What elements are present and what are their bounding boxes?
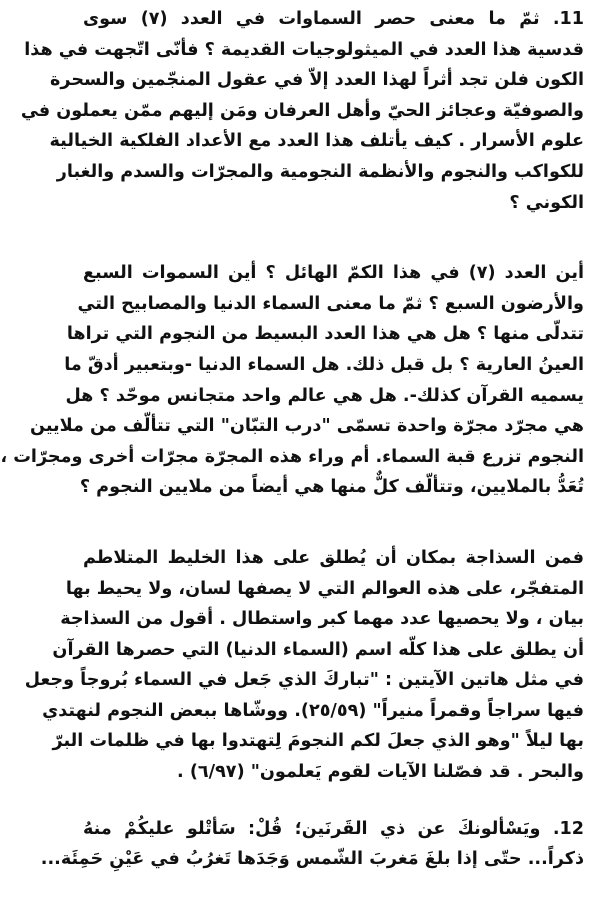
text-line: النجوم تزرع قبة السماء. أم وراء هذه المجرّة مجرّات أخرى ومجرّات ، <box>0 446 584 467</box>
text-line: في مثل هاتين الآيتين : "تباركَ الذي جَعل في السماء بُروجاً وجعل <box>24 670 584 691</box>
text-line: والصوفيّة وعجائز الحيّ وأهل العرفان ومَن إليهم ممّن يعملون في <box>20 100 584 121</box>
text-line: بها ليلاً "وهو الذي جعلَ لكم النجومَ لِتهتدوا بها في ظلمات البرّ <box>52 731 584 752</box>
text-line: الكوني ؟ <box>509 192 584 213</box>
paragraph-naivety <box>24 543 584 788</box>
text-line: 12. ويَسْألونكَ عن ذي القَرنَين؛ قُلْ: سَأتْلو عليكُمْ منهُ <box>83 818 584 839</box>
text-line: الكون فلن تجد أثراً لهذا العدد إلاّ في عقول المنجّمين والسحرة <box>50 70 584 91</box>
text-line: يسميه القرآن كذلك-. هل هي عالم واحد متجانس موحّد ؟ هل <box>65 385 584 406</box>
text-line: أين العدد (٧) في هذا الكمّ الهائل ؟ أين السموات السبع <box>83 263 584 284</box>
document-page <box>0 4 585 875</box>
text-line: أن يطلق على هذا كلّه اسم (السماء الدنيا) التي حصرها القرآن <box>52 639 584 660</box>
text-line: العينُ العارية ؟ بل قبل ذلك. هل السماء الدنيا -وبتعبير أدقّ ما <box>64 354 584 375</box>
text-line: تتدلّى منها ؟ هل هي هذا العدد البسيط من النجوم التي تراها <box>66 324 584 345</box>
text-line: بيان ، ولا يحصيها عدد مهما كبر واستطال . أقول من السذاجة <box>60 609 584 630</box>
paragraph-12-dhul-qarnayn <box>40 814 584 875</box>
text-line: 11. ثمّ ما معنى حصر السماوات في العدد (٧) سوى <box>83 9 585 29</box>
paragraph-where-is-seven <box>0 258 584 503</box>
text-line: والبحر . قد فصّلنا الآيات لقوم يَعلمون" (٦/٩٧) . <box>177 762 584 783</box>
text-line: والأرضون السبع ؟ ثمّ ما معنى السماء الدنيا والمصابيح التي <box>77 293 584 314</box>
paragraph-spacer <box>83 218 584 258</box>
text-line: هي مجرّد مجرّة واحدة تسمّى "درب التبّان" التي تتألّف من ملايين <box>30 416 584 437</box>
paragraph-spacer <box>83 788 584 814</box>
text-line: ذكراً... حتّى إذا بلغَ مَغربَ الشّمس وَجَدَها تَغرُبُ في عَيْنِ حَمِئَة... <box>40 849 584 870</box>
paragraph-spacer <box>83 503 584 543</box>
text-line: فمن السذاجة بمكان أن يُطلق على هذا الخليط المتلاطم <box>83 547 584 568</box>
text-line: علوم الأسرار . كيف يأتلف هذا العدد مع الأعداد الفلكية الخيالية <box>49 131 584 152</box>
text-line: فيها سراجاً وقمراً منيراً" (٢٥/٥٩). ووشّاها ببعض النجوم لنهتدي <box>42 700 584 721</box>
paragraph-11-sky-seven <box>20 4 585 218</box>
text-line: تُعَدُّ بالملايين، وتتألّف كلٌّ منها هي أيضاً من ملايين النجوم ؟ <box>79 477 584 498</box>
text-line: قدسية هذا العدد في الميثولوجيات القديمة ؟ فأنّى اتّجهت في هذا <box>24 39 584 60</box>
text-line: المتفجّر، على هذه العوالم التي لا يصفها لسان، ولا يحيط بها <box>65 578 584 599</box>
text-line: للكواكب والنجوم والأنظمة النجومية والمجرّات والسدم والغبار <box>56 161 584 182</box>
